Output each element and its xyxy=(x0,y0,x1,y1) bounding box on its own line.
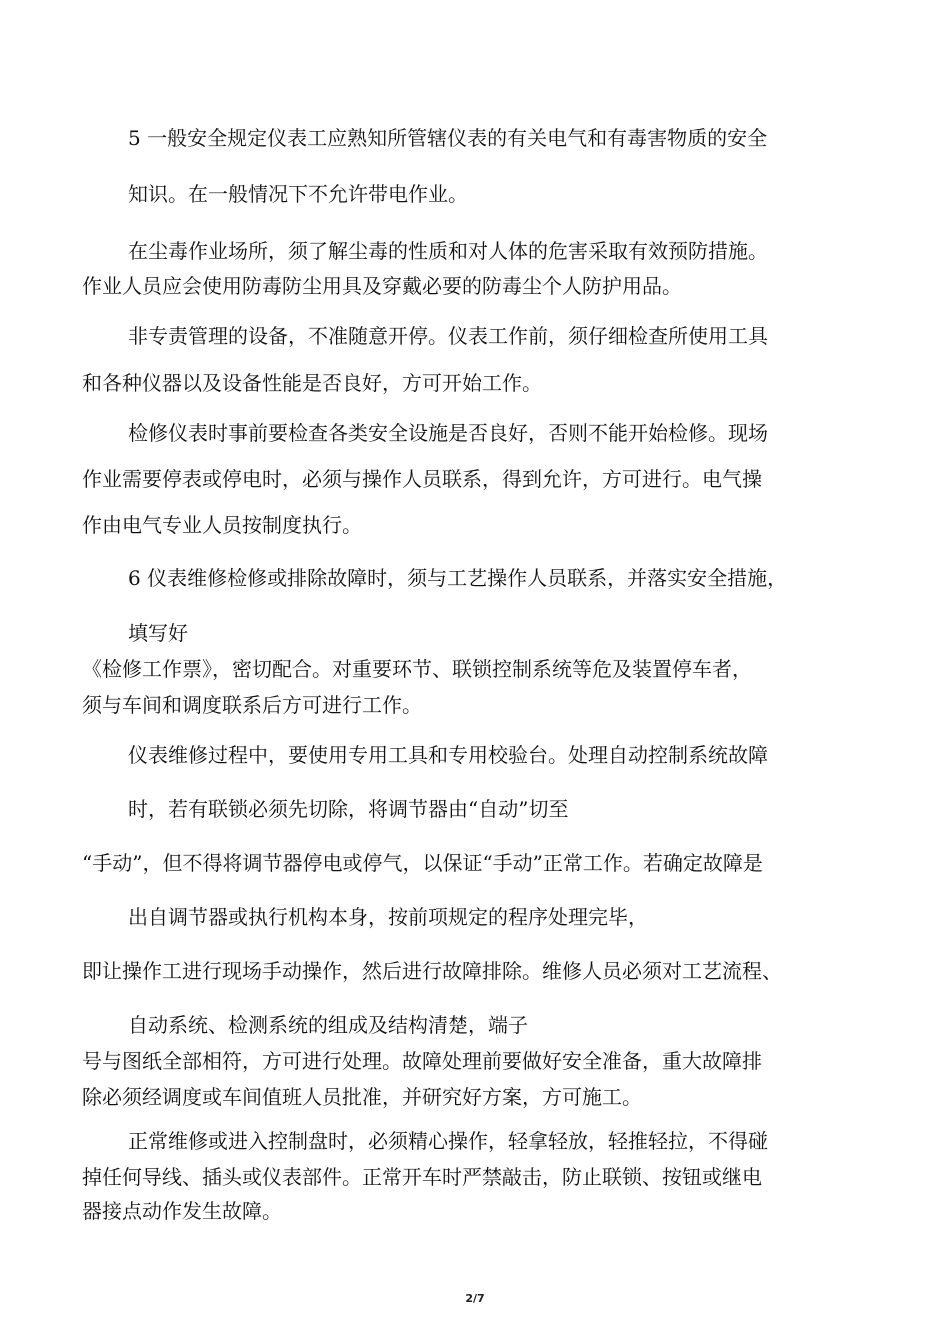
text-line: 非专责管理的设备，不准随意开停。仪表工作前，须仔细检查所使用工具 xyxy=(128,324,768,348)
text-line: 仪表维修过程中，要使用专用工具和专用校验台。处理自动控制系统故障 xyxy=(128,743,768,767)
text-line: 作由电气专业人员按制度执行。 xyxy=(82,513,362,537)
text-line: 在尘毒作业场所，须了解尘毒的性质和对人体的危害采取有效预防措施。 xyxy=(128,239,768,263)
text-line: 即让操作工进行现场手动操作，然后进行故障排除。维修人员必须对工艺流程、 xyxy=(82,959,782,983)
page-number: 2/7 xyxy=(465,1292,485,1305)
text-line: 器接点动作发生故障。 xyxy=(82,1199,282,1223)
text-line: 自动系统、检测系统的组成及结构清楚，端子 xyxy=(128,1013,528,1037)
text-line: 出自调节器或执行机构本身，按前项规定的程序处理完毕， xyxy=(128,905,648,929)
text-line: 掉任何导线、插头或仪表部件。正常开车时严禁敲击，防止联锁、按钮或继电 xyxy=(82,1165,762,1189)
text-line: 检修仪表时事前要检查各类安全设施是否良好，否则不能开始检修。现场 xyxy=(128,421,768,445)
text-line: 知识。在一般情况下不允许带电作业。 xyxy=(128,182,468,206)
text-line: 须与车间和调度联系后方可进行工作。 xyxy=(82,693,422,717)
text-line: 号与图纸全部相符，方可进行处理。故障处理前要做好安全准备，重大故障排 xyxy=(82,1049,762,1073)
text-line: 和各种仪器以及设备性能是否良好，方可开始工作。 xyxy=(82,371,542,395)
text-line: 作业需要停表或停电时，必须与操作人员联系，得到允许，方可进行。电气操 xyxy=(82,467,762,491)
text-line: 填写好 xyxy=(128,621,188,645)
text-line: 除必须经调度或车间值班人员批准，并研究好方案，方可施工。 xyxy=(82,1085,642,1109)
text-line: 时，若有联锁必须先切除，将调节器由“自动”切至 xyxy=(128,797,569,821)
text-line: 《检修工作票》，密切配合。对重要环节、联锁控制系统等危及装置停车者， xyxy=(82,657,752,681)
text-line: 作业人员应会使用防毒防尘用具及穿戴必要的防毒尘个人防护用品。 xyxy=(82,274,682,298)
text-line: 5 一般安全规定仪表工应熟知所管辖仪表的有关电气和有毒害物质的安全 xyxy=(128,126,768,150)
text-line: 正常维修或进入控制盘时，必须精心操作，轻拿轻放，轻推轻拉，不得碰 xyxy=(128,1129,768,1153)
text-line: “手动”，但不得将调节器停电或停气，以保证“手动”正常工作。若确定故障是 xyxy=(82,851,763,875)
text-line: 6 仪表维修检修或排除故障时，须与工艺操作人员联系，并落实安全措施， xyxy=(128,566,788,590)
